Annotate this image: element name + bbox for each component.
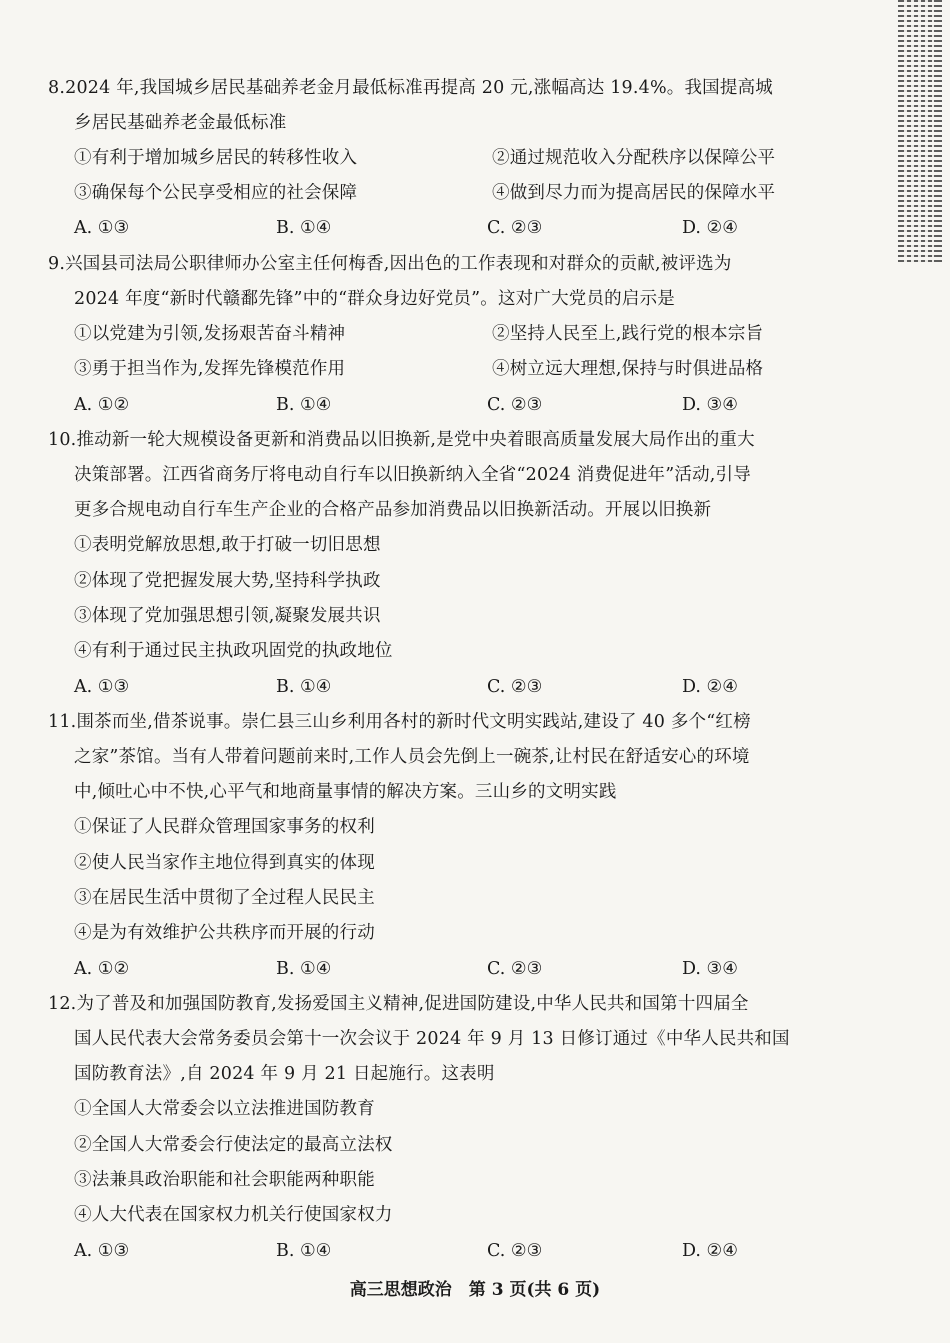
question-number: 8. <box>48 78 66 98</box>
option-1: ①以党建为引领,发扬艰苦奋斗精神 <box>74 324 346 344</box>
choice-d: D. ②④ <box>682 1241 738 1261</box>
option-2: ②使人民当家作主地位得到真实的体现 <box>74 853 375 873</box>
option-4: ④人大代表在国家权力机关行使国家权力 <box>74 1205 393 1225</box>
choice-b: B. ①④ <box>276 218 332 238</box>
question-stem-line: 中,倾吐心中不快,心平气和地商量事情的解决方案。三山乡的文明实践 <box>74 782 617 802</box>
choice-c: C. ②③ <box>487 677 543 697</box>
option-1: ①有利于增加城乡居民的转移性收入 <box>74 148 358 168</box>
binding-edge-marks <box>898 0 942 265</box>
question-stem-line: 国防教育法》,自 2024 年 9 月 21 日起施行。这表明 <box>74 1064 495 1084</box>
choice-b: B. ①④ <box>276 677 332 697</box>
choice-d: D. ③④ <box>682 395 738 415</box>
question-stem-line: 国人民代表大会常务委员会第十一次会议于 2024 年 9 月 13 日修订通过《中华人民共和国 <box>74 1029 790 1049</box>
option-1: ①表明党解放思想,敢于打破一切旧思想 <box>74 535 381 555</box>
choice-d: D. ③④ <box>682 959 738 979</box>
option-4: ④是为有效维护公共秩序而开展的行动 <box>74 923 375 943</box>
choice-a: A. ①② <box>74 395 130 415</box>
option-3: ③勇于担当作为,发挥先锋模范作用 <box>74 359 346 379</box>
option-4: ④有利于通过民主执政巩固党的执政地位 <box>74 641 393 661</box>
option-3: ③体现了党加强思想引领,凝聚发展共识 <box>74 606 381 626</box>
option-4: ④做到尽力而为提高居民的保障水平 <box>492 183 776 203</box>
option-1: ①全国人大常委会以立法推进国防教育 <box>74 1099 375 1119</box>
page-footer: 高三思想政治 第 3 页(共 6 页) <box>349 1280 601 1300</box>
choice-a: A. ①③ <box>74 1241 130 1261</box>
choice-c: C. ②③ <box>487 959 543 979</box>
question-stem-line: 12.为了普及和加强国防教育,发扬爱国主义精神,促进国防建设,中华人民共和国第十四届全 <box>48 994 749 1014</box>
question-stem-line: 之家”茶馆。当有人带着问题前来时,工作人员会先倒上一碗茶,让村民在舒适安心的环境 <box>74 747 750 767</box>
choice-c: C. ②③ <box>487 218 543 238</box>
choice-c: C. ②③ <box>487 395 543 415</box>
question-stem-line: 决策部署。江西省商务厅将电动自行车以旧换新纳入全省“2024 消费促进年”活动,引导 <box>74 465 751 485</box>
question-stem-line: 11.围茶而坐,借茶说事。崇仁县三山乡利用各村的新时代文明实践站,建设了 40 多个“红榜 <box>48 712 751 732</box>
option-3: ③法兼具政治职能和社会职能两种职能 <box>74 1170 375 1190</box>
choice-b: B. ①④ <box>276 1241 332 1261</box>
question-stem-line: 乡居民基础养老金最低标准 <box>74 113 287 133</box>
choice-c: C. ②③ <box>487 1241 543 1261</box>
question-stem-line: 10.推动新一轮大规模设备更新和消费品以旧换新,是党中央着眼高质量发展大局作出的重大 <box>48 430 755 450</box>
question-stem-line: 2024 年度“新时代赣鄱先锋”中的“群众身边好党员”。这对广大党员的启示是 <box>74 289 675 309</box>
option-2: ②全国人大常委会行使法定的最高立法权 <box>74 1135 393 1155</box>
choice-b: B. ①④ <box>276 959 332 979</box>
choice-a: A. ①③ <box>74 218 130 238</box>
option-4: ④树立远大理想,保持与时俱进品格 <box>492 359 764 379</box>
question-number: 12. <box>48 994 77 1014</box>
choice-a: A. ①② <box>74 959 130 979</box>
question-number: 10. <box>48 430 77 450</box>
choice-d: D. ②④ <box>682 218 738 238</box>
question-stem-line: 8.2024 年,我国城乡居民基础养老金月最低标准再提高 20 元,涨幅高达 19.4%。我国提高城 <box>48 78 773 98</box>
choice-d: D. ②④ <box>682 677 738 697</box>
option-1: ①保证了人民群众管理国家事务的权利 <box>74 817 375 837</box>
question-number: 11. <box>48 712 77 732</box>
question-number: 9. <box>48 254 66 274</box>
question-stem-line: 9.兴国县司法局公职律师办公室主任何梅香,因出色的工作表现和对群众的贡献,被评选为 <box>48 254 732 274</box>
option-2: ②体现了党把握发展大势,坚持科学执政 <box>74 571 381 591</box>
option-3: ③确保每个公民享受相应的社会保障 <box>74 183 358 203</box>
option-2: ②通过规范收入分配秩序以保障公平 <box>492 148 776 168</box>
choice-a: A. ①③ <box>74 677 130 697</box>
option-2: ②坚持人民至上,践行党的根本宗旨 <box>492 324 764 344</box>
choice-b: B. ①④ <box>276 395 332 415</box>
question-stem-line: 更多合规电动自行车生产企业的合格产品参加消费品以旧换新活动。开展以旧换新 <box>74 500 712 520</box>
option-3: ③在居民生活中贯彻了全过程人民民主 <box>74 888 375 908</box>
